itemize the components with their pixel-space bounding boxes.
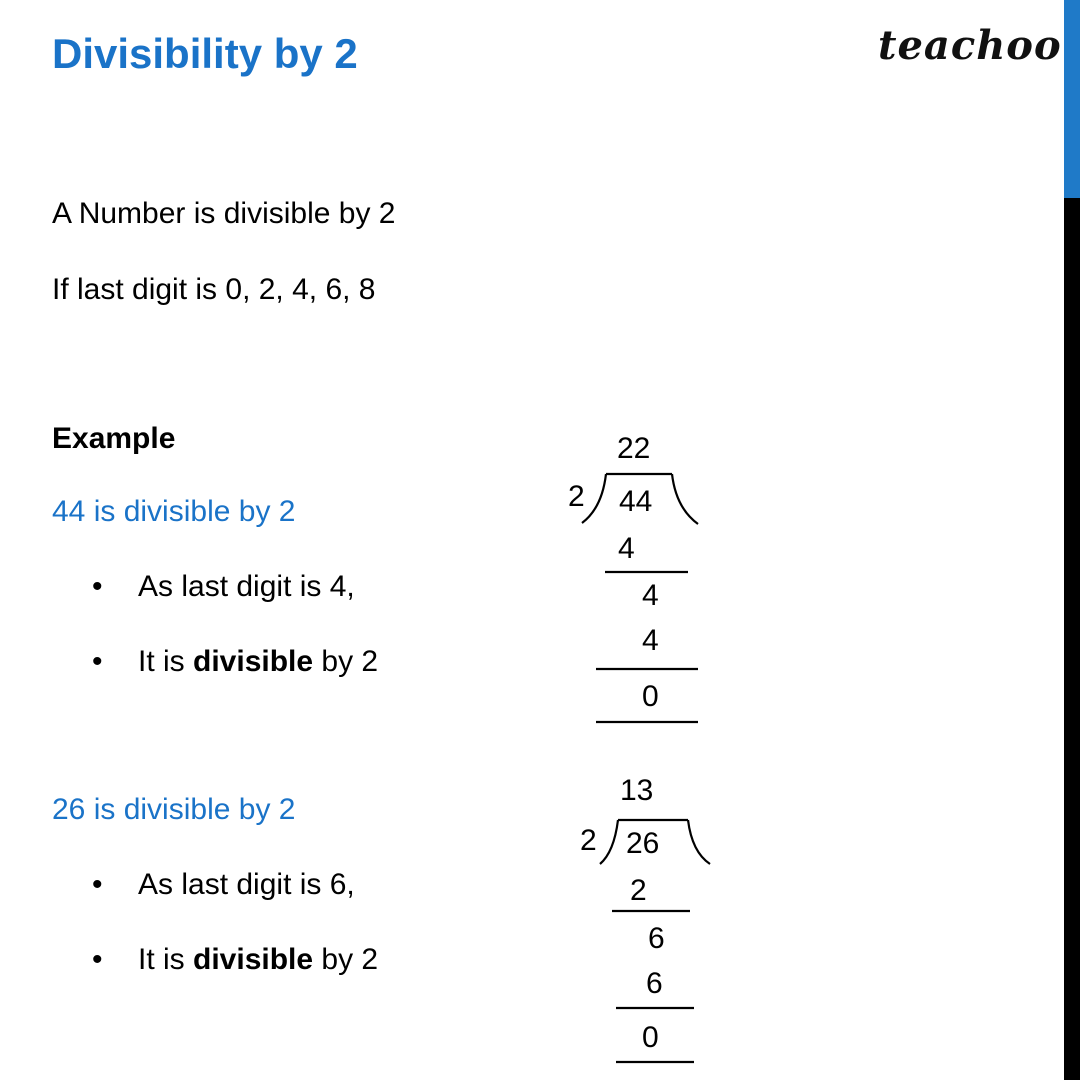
bullet-icon: •	[92, 645, 103, 678]
page-title: Divisibility by 2	[52, 30, 358, 77]
example-1-bullet-1	[92, 570, 355, 604]
subtract-step-1: 2	[630, 874, 647, 907]
example-2-heading: 26 is divisible by 2	[52, 793, 296, 826]
bring-down-step: 6	[648, 922, 665, 955]
bullet-text-pre: It is	[138, 943, 194, 976]
dividend: 26	[626, 827, 660, 860]
quotient: 13	[620, 774, 654, 807]
bullet-icon: •	[92, 868, 103, 901]
long-division-26	[560, 772, 720, 1062]
bullet-text: As last digit is 4,	[138, 570, 355, 603]
example-2-bullet-2	[92, 943, 378, 977]
example-1-bullet-2	[92, 645, 378, 679]
bullet-text-pre: It is	[138, 645, 194, 678]
bullet-text-post: by 2	[313, 943, 379, 976]
bullet-icon: •	[92, 570, 103, 603]
division-bracket-lines	[560, 772, 720, 1072]
bullet-text-bold: divisible	[193, 943, 314, 976]
subtract-step-2: 4	[642, 624, 659, 657]
subtract-step-1: 4	[618, 532, 635, 565]
example-heading: Example	[52, 422, 176, 455]
subtract-step-2: 6	[646, 967, 663, 1000]
dividend: 44	[619, 485, 653, 518]
divisor: 2	[580, 824, 597, 857]
right-edge-bar	[1064, 0, 1080, 1080]
teachoo-logo: teachoo	[878, 22, 1062, 69]
bullet-text-post: by 2	[313, 645, 379, 678]
example-1-heading: 44 is divisible by 2	[52, 495, 296, 528]
bullet-text-bold: divisible	[193, 645, 314, 678]
example-2-bullet-1	[92, 868, 355, 902]
rule-line-1: A Number is divisible by 2	[52, 197, 396, 230]
rule-line-2: If last digit is 0, 2, 4, 6, 8	[52, 273, 376, 306]
divisor: 2	[568, 480, 585, 513]
remainder: 0	[642, 1021, 659, 1054]
right-edge-accent	[1064, 0, 1080, 198]
long-division-44	[560, 430, 720, 720]
quotient: 22	[617, 432, 651, 465]
bullet-icon: •	[92, 943, 103, 976]
bullet-text: As last digit is 6,	[138, 868, 355, 901]
remainder: 0	[642, 680, 659, 713]
bring-down-step: 4	[642, 579, 659, 612]
division-bracket-lines	[560, 430, 720, 730]
